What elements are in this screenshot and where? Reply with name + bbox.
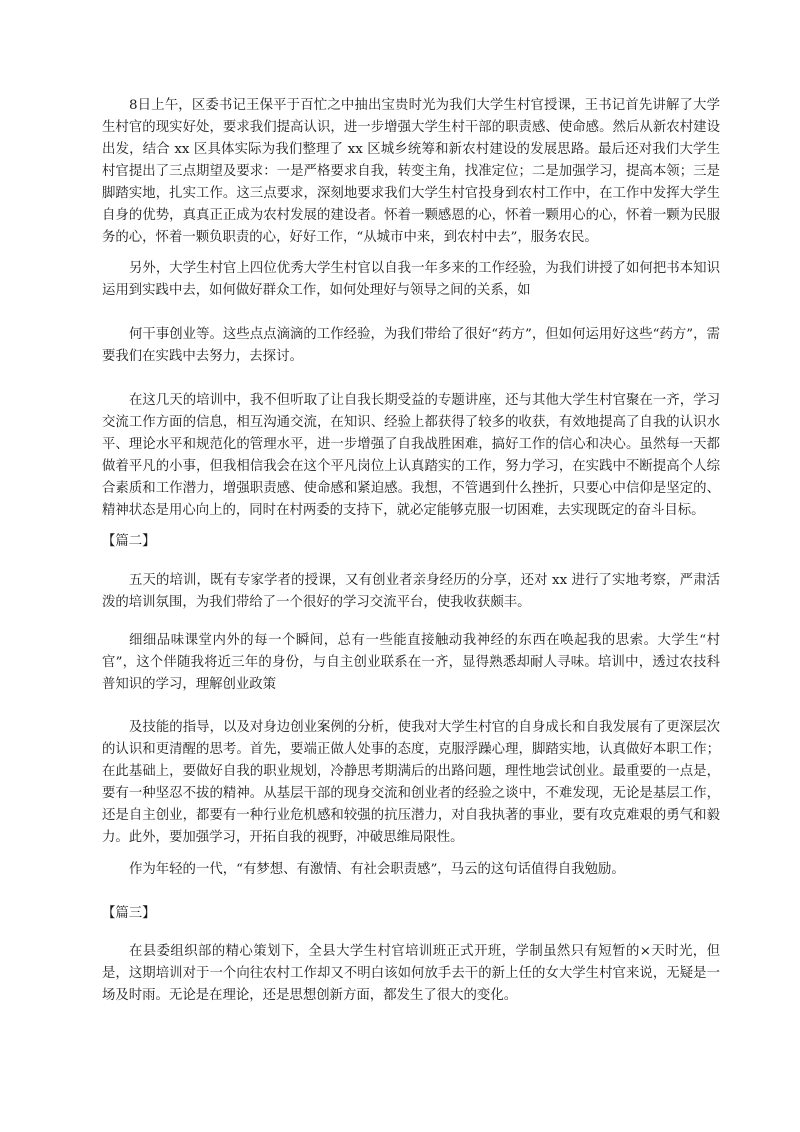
- paragraph-2: 另外，大学生村官上四位优秀大学生村官以自我一年多来的工作经验，为我们讲授了如何把书本知识运用到实践中去，如何做好群众工作，如何处理好与领导之间的关系，如: [102, 261, 720, 298]
- paragraph-5: 五天的培训，既有专家学者的授课，又有创业者亲身经历的分享，还对 xx 进行了实地考察，严肃活泼的培训氛围，为我们带给了一个很好的学习交流平台，使我收获颇丰。: [102, 573, 720, 610]
- section-heading-3: 【篇三】: [102, 906, 156, 921]
- paragraph-1: 8日上午，区委书记王保平于百忙之中抽出宝贵时光为我们大学生村官授课，王书记首先讲解了大学生村官的现实好处，要求我们提高认识，进一步增强大学生村干部的职责感、使命感。然后从新农村建设出发，结合 xx 区具体实际为我们整理了 xx 区城乡统筹和新农村建设的发展思路。最后还对我们大学生村官提出了三点期望及要求：一是严格要求自我，转变主角，找准定位；二是加强学习，提高本领；三是脚踏实地，扎实工作。这三点要求，深刻地要求我们大学生村官投身到农村工作中，在工作中发挥大学生自身的优势，真真正正成为农村发展的建设者。怀着一颗感恩的心，怀着一颗用心的心，怀着一颗为民服务的心，怀着一颗负职责的心，好好工作，“从城市中来，到农村中去”，服务农民。: [102, 98, 720, 245]
- paragraph-6: 细细品味课堂内外的每一个瞬间，总有一些能直接触动我神经的东西在唤起我的思索。大学生“村官”，这个伴随我将近三年的身份，与自主创业联系在一齐，显得熟悉却耐人寻味。培训中，透过农技科普知识的学习，理解创业政策: [102, 633, 720, 692]
- paragraph-7: 及技能的指导，以及对身边创业案例的分析，使我对大学生村官的自身成长和自我发展有了更深层次的认识和更清醒的思考。首先，要端正做人处事的态度，克服浮躁心理，脚踏实地，认真做好本职工作；在此基础上，要做好自我的职业规划，冷静思考期满后的出路问题，理性地尝试创业。最重要的一点是，要有一种坚忍不拔的精神。从基层干部的现身交流和创业者的经验之谈中，不难发现，无论是基层工作，还是自主创业，都要有一种行业危机感和较强的抗压潜力，对自我执著的事业，要有攻克难艰的勇气和毅力。此外，要加强学习，开拓自我的视野，冲破思维局限性。: [102, 720, 720, 845]
- paragraph-3: 何干事创业等。这些点点滴滴的工作经验，为我们带给了很好“药方”，但如何运用好这些“药方”，需要我们在实践中去努力，去探讨。: [102, 327, 720, 364]
- section-heading-2: 【篇二】: [102, 534, 156, 549]
- paragraph-8: 作为年轻的一代，“有梦想、有激情、有社会职责感”，马云的这句话值得自我勉励。: [129, 862, 625, 877]
- paragraph-4: 在这几天的培训中，我不但听取了让自我长期受益的专题讲座，还与其他大学生村官聚在一齐，学习交流工作方面的信息，相互沟通交流，在知识、经验上都获得了较多的收获，有效地提高了自我的认识水平、理论水平和规范化的管理水平，进一步增强了自我战胜困难，搞好工作的信心和决心。虽然每一天都做着平凡的小事，但我相信我会在这个平凡岗位上认真踏实的工作，努力学习，在实践中不断提高个人综合素质和工作潜力，增强职责感、使命感和紧迫感。我想，不管遇到什么挫折，只要心中信仰是坚定的、精神状态是用心向上的，同时在村两委的支持下，就必定能够克服一切困难，去实现既定的奋斗目标。: [102, 393, 720, 518]
- paragraph-9: 在县委组织部的精心策划下，全县大学生村官培训班正式开班，学制虽然只有短暂的×天时光，但是，这期培训对于一个向往农村工作却又不明白该如何放手去干的新上任的女大学生村官来说，无疑是一场及时雨。无论是在理论，还是思想创新方面，都发生了很大的变化。: [102, 944, 720, 1003]
